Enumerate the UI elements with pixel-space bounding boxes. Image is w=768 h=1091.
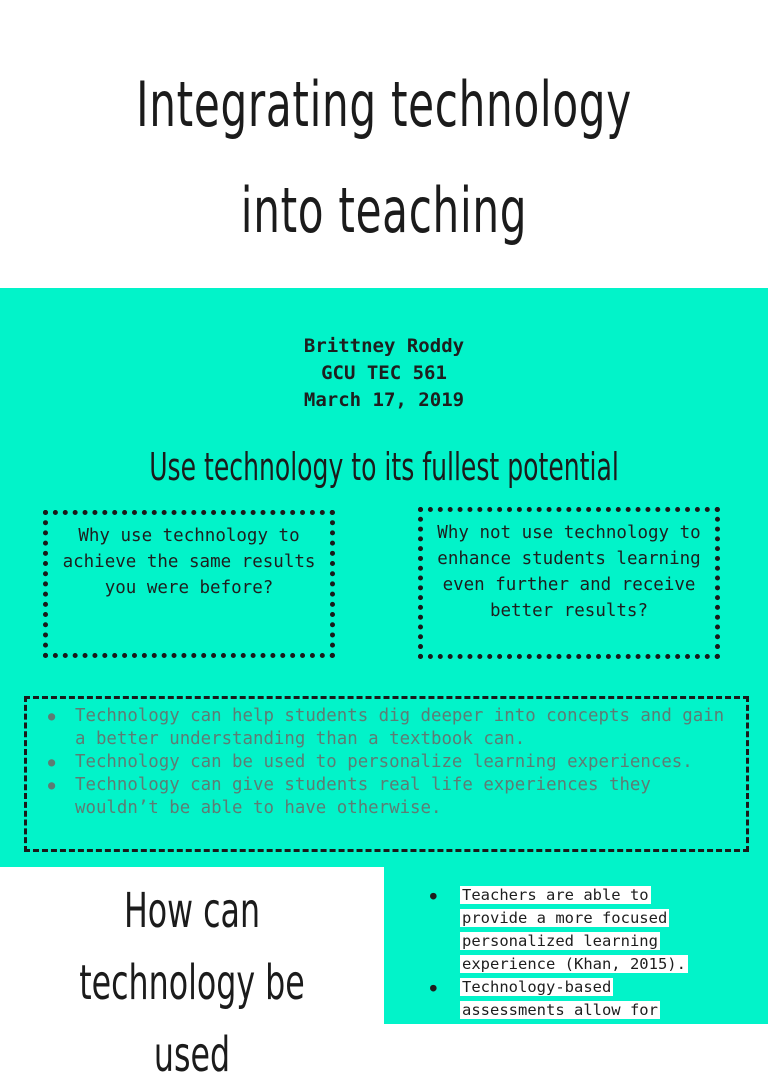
list-item: ● Technology can be used to personalize learning experiences. [75,751,738,774]
question-left-text: Why use technology to achieve the same results you were before? [62,526,316,598]
list-item-text: Teachers are able to provide a more focused personalized learning experience (Khan, 2015). [462,886,686,973]
section-heading: Use technology to its fullest potential [149,445,619,489]
benefits-list-box [24,696,749,852]
how-section-list [420,884,760,1022]
how-section-heading: How can technology be used [79,883,305,1083]
how-list [420,884,760,1022]
list-item [460,884,760,976]
list-item [460,976,760,1022]
question-box-left [43,510,335,658]
title-section [0,0,768,288]
list-item-text: Technology-based assessments allow for [462,978,658,1019]
question-box-right [418,507,720,659]
author-name: Brittney Roddy [303,335,465,357]
date: March 17, 2019 [303,389,465,411]
how-section-title-block [0,867,384,1083]
question-right-text: Why not use technology to enhance students learning even further and receive better results? [437,523,701,621]
benefits-list [35,705,738,820]
list-item: ● Technology can help students dig deeper into concepts and gain a better understanding than a textbook can. [75,705,738,751]
list-item: ● Technology can give students real life experiences they wouldn’t be able to have otherwise. [75,774,738,820]
course-code: GCU TEC 561 [321,362,447,384]
author-info [0,333,768,414]
page-title: Integrating technology into teaching [136,68,632,247]
